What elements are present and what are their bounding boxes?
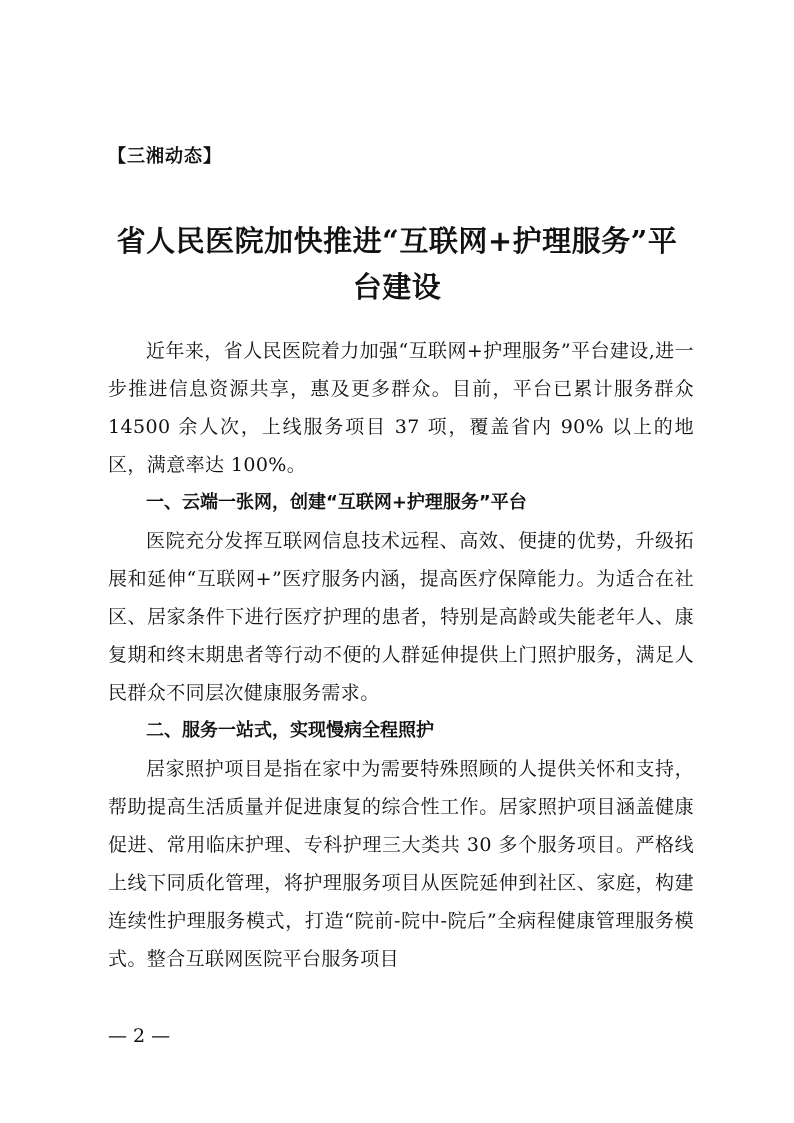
section-heading-2: 二、服务一站式，实现慢病全程照护 (146, 720, 434, 741)
paragraph-section-1: 医院充分发挥互联网信息技术远程、高效、便捷的优势，升级拓展和延伸“互联网+”医疗服务内涵，提高医疗保障能力。为适合在社区、居家条件下进行医疗护理的患者，特别是高龄或失能老年人、康复期和终末期患者等行动不便的人群延伸提供上门照护服务，满足人民群众不同层次健康服务需求。 (108, 530, 694, 704)
paragraph-intro: 近年来，省人民医院着力加强“互联网+护理服务”平台建设,进一步推进信息资源共享，惠及更多群众。目前，平台已累计服务群众 14500 余人次，上线服务项目 37 项，覆盖省内 90% 以上的地区，满意率达 100%。 (108, 340, 694, 476)
page-number: — 2 — (108, 1025, 171, 1047)
section-tag: 【三湘动态】 (108, 146, 222, 167)
article-title: 省人民医院加快推进“互联网+护理服务”平台建设 (116, 224, 678, 304)
paragraph-section-2: 居家照护项目是指在家中为需要特殊照顾的人提供关怀和支持，帮助提高生活质量并促进康复的综合性工作。居家照护项目涵盖健康促进、常用临床护理、专科护理三大类共 30 多个服务项目。严格线上线下同质化管理，将护理服务项目从医院延伸到社区、家庭，构建连续性护理服务模式，打造“院前-院中-院后”全病程健康管理服务模式。整合互联网医院平台服务项目 (108, 758, 694, 970)
section-heading-1: 一、云端一张网，创建“互联网+护理服务”平台 (146, 492, 527, 513)
article-body (108, 332, 694, 978)
